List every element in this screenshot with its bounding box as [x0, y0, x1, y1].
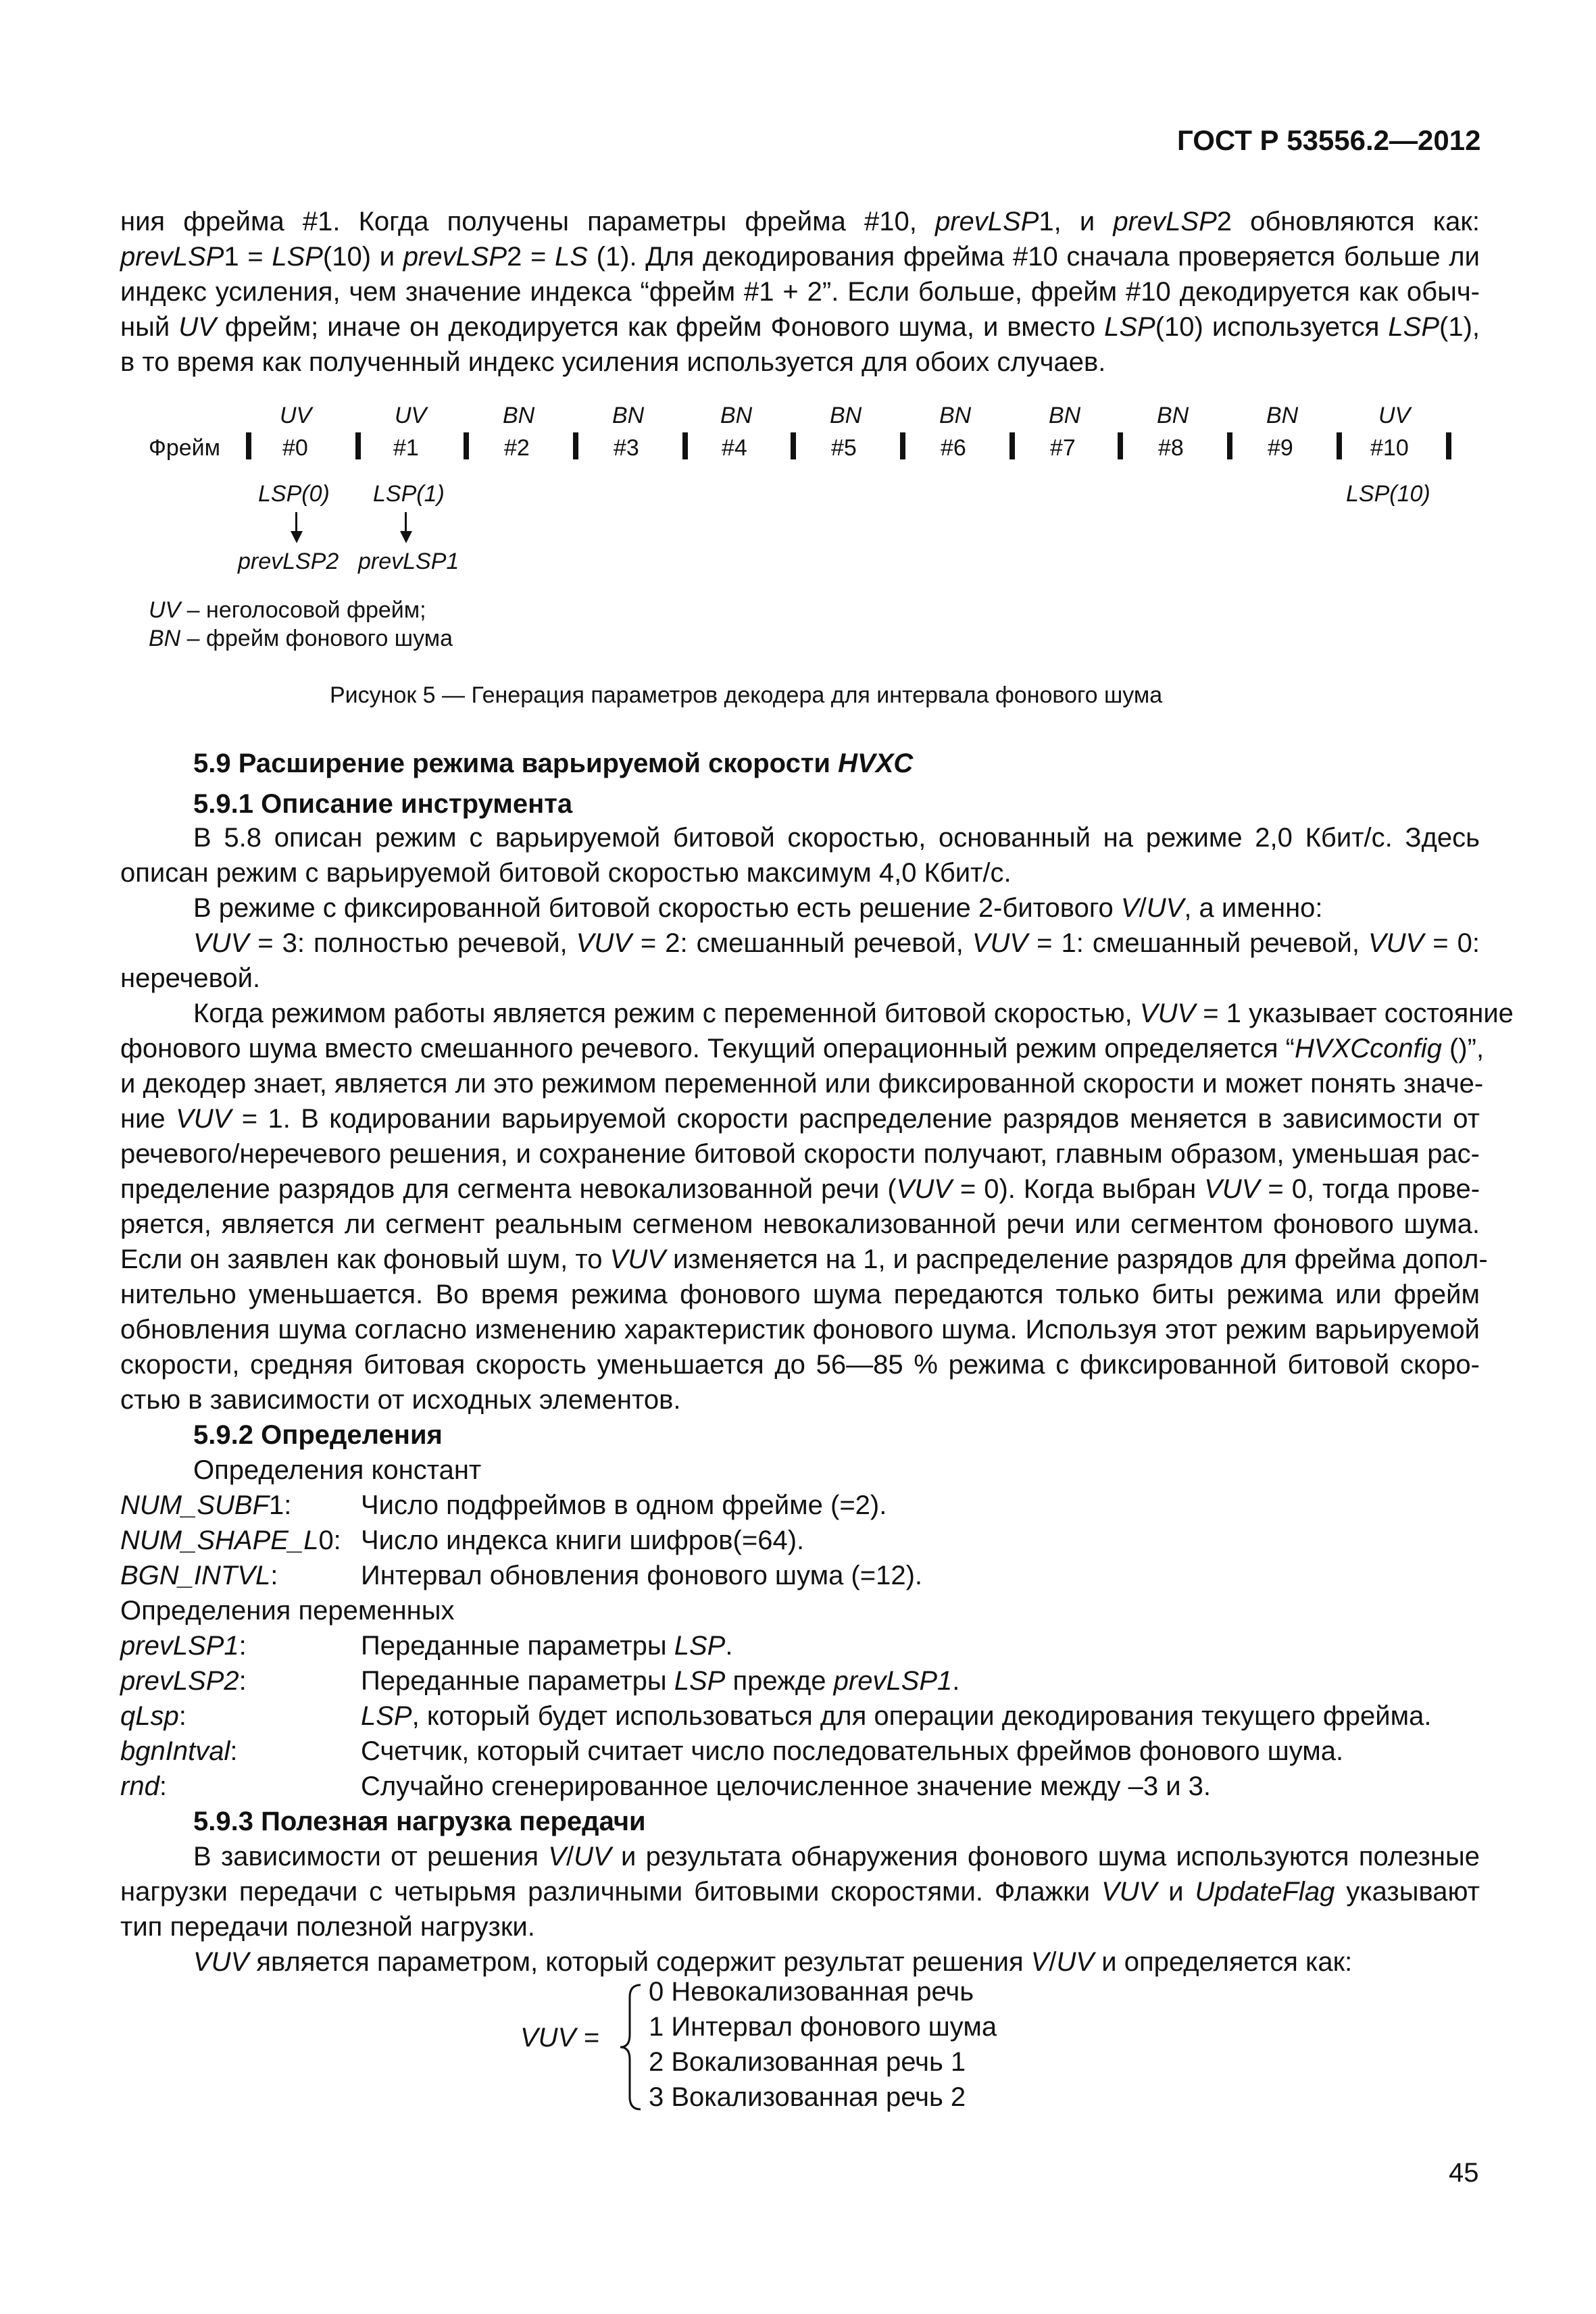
- prevlsp1-label: prevLSP1: [358, 549, 459, 574]
- var-desc: LSP, который будет использоваться для операции декодирования текущего фрейма.: [361, 1701, 1432, 1731]
- frame-type-3: BN: [612, 403, 645, 428]
- arrow-down-icon: [291, 531, 303, 543]
- s591-p1-line-1: В 5.8 описан режим с варьируемой битовой скоростью, основанный на режиме 2,0 Кбит/с. Здесь: [193, 823, 1480, 853]
- curly-brace-icon: [618, 1982, 645, 2112]
- frame-id-8: #8: [1158, 435, 1184, 461]
- const-desc: Число индекса книги шифров(=64).: [361, 1526, 805, 1555]
- frame-divider: [464, 432, 469, 459]
- frame-divider: [1118, 432, 1123, 459]
- s591-p4-line-12: стью в зависимости от исходных элементов.: [120, 1385, 681, 1415]
- frame-id-3: #3: [614, 435, 639, 461]
- s591-p4-line-7: ряется, является ли сегмент реальным сегменом невокализованной речи или сегментом фонового шума.: [120, 1209, 1480, 1239]
- s591-p4-line-3: и декодер знает, является ли это режимом переменной или фиксированной скорости и может понять значе-: [120, 1069, 1484, 1099]
- intro-line-3: индекс усиления, чем значение индекса “фрейм #1 + 2”. Если больше, фрейм #10 декодируется как обыч-: [120, 277, 1480, 307]
- s591-p2: В режиме с фиксированной битовой скоростью есть решение 2-битового V/UV, а именно:: [193, 893, 1323, 923]
- s591-p3-line-2: неречевой.: [120, 963, 261, 993]
- frame-divider: [791, 432, 796, 459]
- section-5-9-1-heading: 5.9.1 Описание инструмента: [193, 789, 573, 819]
- frame-divider: [1009, 432, 1015, 459]
- s591-p4-line-10: обновления шума согласно изменению характеристик фонового шума. Используя этот режим варьируемой: [120, 1315, 1480, 1344]
- s593-p1-line-1: В зависимости от решения V/UV и результата обнаружения фонового шума используются полезные: [193, 1842, 1480, 1871]
- frame-divider: [1446, 432, 1451, 459]
- frame-type-0: UV: [280, 403, 312, 428]
- const-desc: Интервал обновления фонового шума (=12).: [361, 1561, 923, 1590]
- frame-row-label: Фрейм: [149, 435, 221, 461]
- s591-p4-line-5: речевого/неречевого решения, и сохранение битовой скорости получают, главным образом, уменьшая рас-: [120, 1139, 1480, 1169]
- var-desc: Счетчик, который считает число последовательных фреймов фонового шума.: [361, 1736, 1344, 1766]
- frame-type-2: BN: [503, 403, 535, 428]
- arrow-line: [405, 512, 407, 532]
- vuv-case: 0 Невокализованная речь: [649, 1977, 974, 2007]
- frame-type-7: BN: [1049, 403, 1081, 428]
- section-5-9-heading: 5.9 Расширение режима варьируемой скорости HVXC: [193, 749, 914, 778]
- frame-id-6: #6: [941, 435, 966, 461]
- frame-type-10: UV: [1378, 403, 1411, 428]
- frame-type-9: BN: [1266, 403, 1299, 428]
- s593-p1-line-3: тип передачи полезной нагрузки.: [120, 1912, 535, 1942]
- frame-divider: [246, 432, 251, 459]
- s591-p4-line-9: нительно уменьшается. Во время режима фонового шума передаются только биты режима или фрейм: [120, 1280, 1480, 1309]
- arrow-line: [295, 512, 297, 532]
- s591-p4-line-1: Когда режимом работы является режим с переменной битовой скоростью, VUV = 1 указывает состояние: [193, 999, 1514, 1028]
- page-number: 45: [1449, 2158, 1479, 2188]
- frame-type-6: BN: [939, 403, 972, 428]
- frame-divider: [1227, 432, 1232, 459]
- vuv-equation-lhs: VUV =: [520, 2023, 599, 2053]
- var-desc: Переданные параметры LSP.: [361, 1631, 733, 1661]
- variables-title: Определения переменных: [120, 1596, 455, 1626]
- frame-type-8: BN: [1157, 403, 1189, 428]
- prevlsp2-label: prevLSP2: [238, 549, 339, 574]
- frame-divider: [1337, 432, 1342, 459]
- const-name: NUM_SUBF1:: [120, 1490, 292, 1520]
- var-name: rnd:: [120, 1771, 167, 1801]
- s591-p4-line-2: фонового шума вместо смешанного речевого. Текущий операционный режим определяется “HVXCconfig ()”,: [120, 1034, 1485, 1063]
- vuv-case: 2 Вокализованная речь 1: [649, 2047, 966, 2077]
- lsp-10-label: LSP(10): [1346, 481, 1430, 507]
- lsp-1-label: LSP(1): [373, 481, 445, 507]
- intro-line-4: ный UV фрейм; иначе он декодируется как фрейм Фонового шума, и вместо LSP(10) используется LSP(1),: [120, 312, 1480, 342]
- s591-p4-line-6: пределение разрядов для сегмента невокализованной речи (VUV = 0). Когда выбран VUV = 0, тогда прове-: [120, 1174, 1480, 1204]
- const-desc: Число подфреймов в одном фрейме (=2).: [361, 1490, 887, 1520]
- legend-uv: UV – неголосовой фрейм;: [149, 597, 426, 623]
- frame-divider: [682, 432, 688, 459]
- s591-p3-line-1: VUV = 3: полностью речевой, VUV = 2: смешанный речевой, VUV = 1: смешанный речевой, VUV = 0:: [193, 928, 1480, 958]
- frame-id-2: #2: [504, 435, 530, 461]
- section-5-9-2-heading: 5.9.2 Определения: [193, 1420, 443, 1450]
- frame-type-4: BN: [720, 403, 753, 428]
- intro-line-2: prevLSP1 = LSP(10) и prevLSP2 = LS (1). Для декодирования фрейма #10 сначала проверяется больше ли: [120, 242, 1480, 272]
- var-desc: Случайно сгенерированное целочисленное значение между –3 и 3.: [361, 1771, 1212, 1801]
- frame-type-1: UV: [395, 403, 427, 428]
- frame-divider: [573, 432, 578, 459]
- frame-divider: [900, 432, 905, 459]
- frame-id-0: #0: [282, 435, 308, 461]
- frame-id-9: #9: [1268, 435, 1293, 461]
- frame-id-1: #1: [393, 435, 419, 461]
- constants-title: Определения констант: [193, 1455, 482, 1485]
- const-name: NUM_SHAPE_L0:: [120, 1526, 341, 1555]
- s593-p2: VUV является параметром, который содержит результат решения V/UV и определяется как:: [193, 1947, 1353, 1977]
- vuv-case: 1 Интервал фонового шума: [649, 2012, 997, 2042]
- var-name: prevLSP1:: [120, 1631, 247, 1661]
- var-name: bgnIntval:: [120, 1736, 238, 1766]
- const-name: BGN_INTVL:: [120, 1561, 278, 1590]
- var-name: qLsp:: [120, 1701, 186, 1731]
- s591-p1-line-2: описан режим с варьируемой битовой скоростью максимум 4,0 Кбит/с.: [120, 858, 1012, 888]
- s591-p4-line-11: скорости, средняя битовая скорость уменьшается до 56—85 % режима с фиксированной битовой скоро-: [120, 1350, 1480, 1380]
- legend-bn: BN – фрейм фонового шума: [149, 626, 453, 651]
- intro-line-1: ния фрейма #1. Когда получены параметры фрейма #10, prevLSP1, и prevLSP2 обновляются как:: [120, 207, 1480, 236]
- vuv-case: 3 Вокализованная речь 2: [649, 2082, 966, 2112]
- figure-caption: Рисунок 5 — Генерация параметров декодера для интервала фонового шума: [330, 682, 1163, 708]
- var-desc: Переданные параметры LSP прежде prevLSP1.: [361, 1666, 960, 1696]
- s591-p4-line-8: Если он заявлен как фоновый шум, то VUV изменяется на 1, и распределение разрядов для фрейма допол-: [120, 1244, 1488, 1274]
- frame-id-5: #5: [831, 435, 857, 461]
- section-5-9-3-heading: 5.9.3 Полезная нагрузка передачи: [193, 1807, 646, 1836]
- frame-type-5: BN: [830, 403, 862, 428]
- s591-p4-line-4: ние VUV = 1. В кодировании варьируемой скорости распределение разрядов меняется в зависимости от: [120, 1104, 1480, 1134]
- var-name: prevLSP2:: [120, 1666, 247, 1696]
- s593-p1-line-2: нагрузки передачи с четырьмя различными битовыми скоростями. Флажки VUV и UpdateFlag указывают: [120, 1877, 1480, 1907]
- frame-divider: [355, 432, 361, 459]
- page-header-standard: ГОСТ Р 53556.2—2012: [1177, 124, 1481, 156]
- frame-id-10: #10: [1370, 435, 1409, 461]
- lsp-0-label: LSP(0): [258, 481, 330, 507]
- intro-line-5: в то время как полученный индекс усиления используется для обоих случаев.: [120, 347, 1106, 377]
- frame-id-4: #4: [722, 435, 747, 461]
- arrow-down-icon: [400, 531, 412, 543]
- frame-id-7: #7: [1050, 435, 1076, 461]
